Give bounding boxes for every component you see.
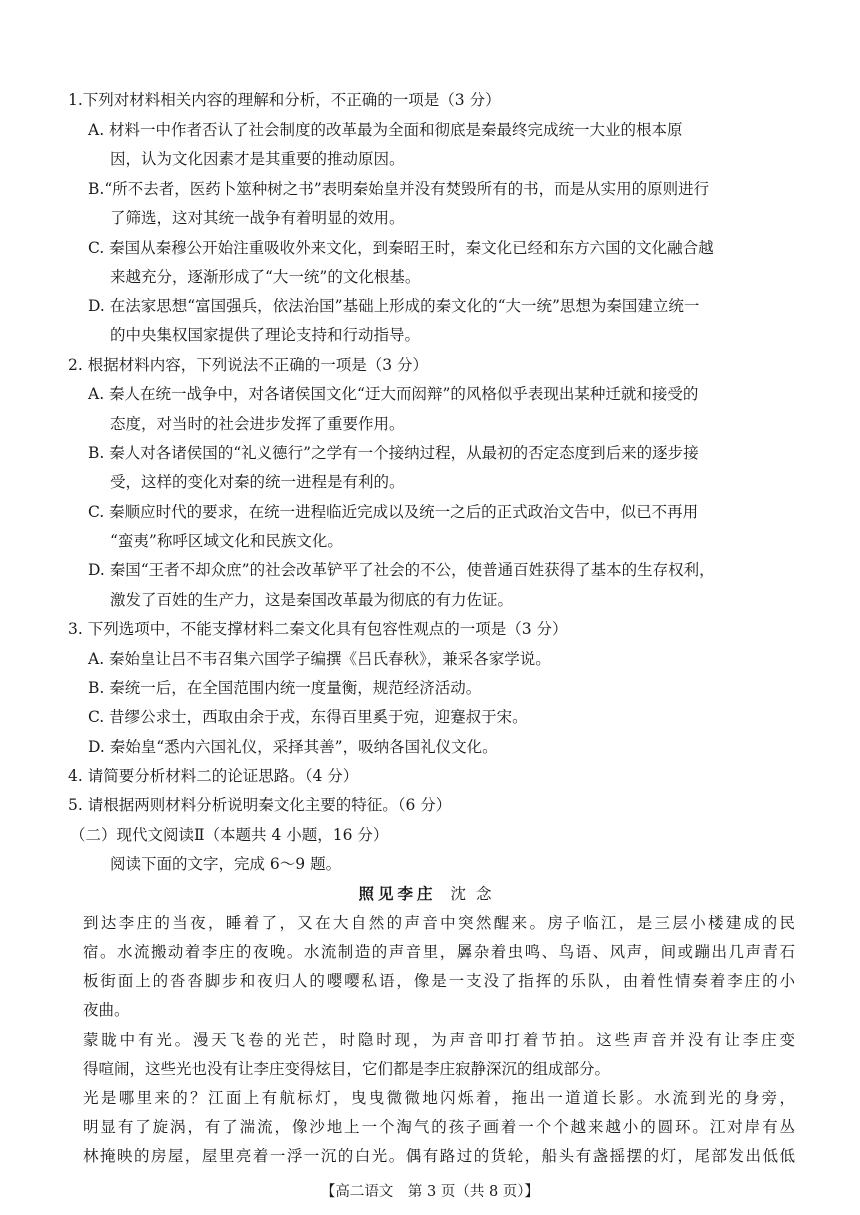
question-2-option-c: C. 秦顺应时代的要求，在统一进程临近完成以及统一之后的正式政治文告中，似已不再用 [88,503,699,521]
question-1-option-d: D. 在法家思想“富国强兵，依法治国”基础上形成的秦文化的“大一统”思想为秦国建立统一 [88,297,700,315]
section-header: （二）现代文阅读Ⅱ（本题共 4 小题，16 分） [70,826,389,844]
question-3-stem: 3. 下列选项中，不能支撑材料二秦文化具有包容性观点的一项是（3 分） [68,620,568,638]
question-1-option-b: B.“所不去者，医药卜筮种树之书”表明秦始皇并没有焚毁所有的书，而是从实用的原则进行 [88,180,710,198]
article-paragraph-3-line-2: 明显有了旋涡，有了湍流，像沙地上一个淘气的孩子画着一个个越来越小的圆环。江对岸有丛 [83,1118,795,1136]
article-paragraph-1-line-1: 到达李庄的当夜，睡着了，又在大自然的声音中突然醒来。房子临江，是三层小楼建成的民 [83,914,795,932]
question-2-option-b: B. 秦人对各诸侯国的“礼义德行”之学有一个接纳过程，从最初的否定态度到后来的逐步接 [88,444,699,462]
question-1-option-a-cont: 因，认为文化因素才是其重要的推动原因。 [110,150,405,168]
question-3-option-d: D. 秦始皇“悉内六国礼仪，采择其善”，吸纳各国礼仪文化。 [88,738,498,756]
article-paragraph-2-line-2: 得喧闹，这些光也没有让李庄变得炫目，它们都是李庄寂静深沉的组成部分。 [83,1060,611,1078]
section-instruction: 阅读下面的文字，完成 6～9 题。 [110,855,342,873]
question-5-stem: 5. 请根据两则材料分析说明秦文化主要的特征。（6 分） [68,796,452,814]
question-2-option-c-cont: “蛮夷”称呼区域文化和民族文化。 [110,532,343,550]
question-3-option-b: B. 秦统一后，在全国范围内统一度量衡，规范经济活动。 [88,679,482,697]
question-2-option-d: D. 秦国“王者不却众庶”的社会改革铲平了社会的不公，使普通百姓获得了基本的生存权利， [88,561,715,579]
question-1-option-d-cont: 的中央集权国家提供了理论支持和行动指导。 [110,326,421,344]
article-paragraph-2-line-1: 蒙眬中有光。漫天飞卷的光芒，时隐时现，为声音叩打着节拍。这些声音并没有让李庄变 [83,1031,795,1049]
question-2-option-d-cont: 激发了百姓的生产力，这是秦国改革最为彻底的有力佐证。 [110,591,514,609]
question-1-option-c-cont: 来越充分，逐渐形成了“大一统”的文化根基。 [110,268,421,286]
question-1-option-b-cont: 了筛选，这对其统一战争有着明显的效用。 [110,209,405,227]
article-paragraph-1-line-3: 板街面上的沓沓脚步和夜归人的嘤嘤私语，像是一支没了指挥的乐队，由着性情奏着李庄的小 [83,972,795,990]
article-title-line [0,883,860,905]
question-2-option-a-cont: 态度，对当时的社会进步发挥了重要作用。 [110,415,405,433]
question-3-option-c: C. 昔缪公求士，西取由余于戎，东得百里奚于宛，迎蹇叔于宋。 [88,708,528,726]
article-paragraph-3-line-3: 林掩映的房屋，屋里亮着一浮一沉的白光。偶有路过的货轮，船头有盏摇摆的灯，尾部发出低低 [83,1147,795,1165]
question-2-option-a: A. 秦人在统一战争中，对各诸侯国文化“迂大而闳辩”的风格似乎表现出某种迁就和接受的 [88,385,699,403]
question-4-stem: 4. 请简要分析材料二的论证思路。（4 分） [68,767,359,785]
question-2-stem: 2. 根据材料内容，下列说法不正确的一项是（3 分） [68,356,429,374]
question-1-stem: 1.下列对材料相关内容的理解和分析，不正确的一项是（3 分） [68,91,501,109]
page-footer: 【高二语文 第 3 页（共 8 页）】 [320,1184,540,1200]
article-title: 照见李庄 [358,885,437,903]
question-1-option-a: A. 材料一中作者否认了社会制度的改革最为全面和彻底是秦最终完成统一大业的根本原 [88,121,683,139]
question-1-option-c: C. 秦国从秦穆公开始注重吸收外来文化，到秦昭王时，秦文化已经和东方六国的文化融合越 [88,239,714,257]
article-author: 沈念 [450,885,502,903]
article-paragraph-1-line-4: 夜曲。 [83,1001,130,1019]
article-paragraph-1-line-2: 宿。水流搬动着李庄的夜晚。水流制造的声音里，羼杂着虫鸣、鸟语、风声，间或蹦出几声青石 [83,943,795,961]
question-2-option-b-cont: 受，这样的变化对秦的统一进程是有利的。 [110,473,405,491]
question-3-option-a: A. 秦始皇让吕不韦召集六国学子编撰《吕氏春秋》，兼采各家学说。 [88,650,551,668]
article-paragraph-3-line-1: 光是哪里来的？江面上有航标灯，曳曳微微地闪烁着，拖出一道道长影。水流到光的身旁， [83,1089,795,1107]
